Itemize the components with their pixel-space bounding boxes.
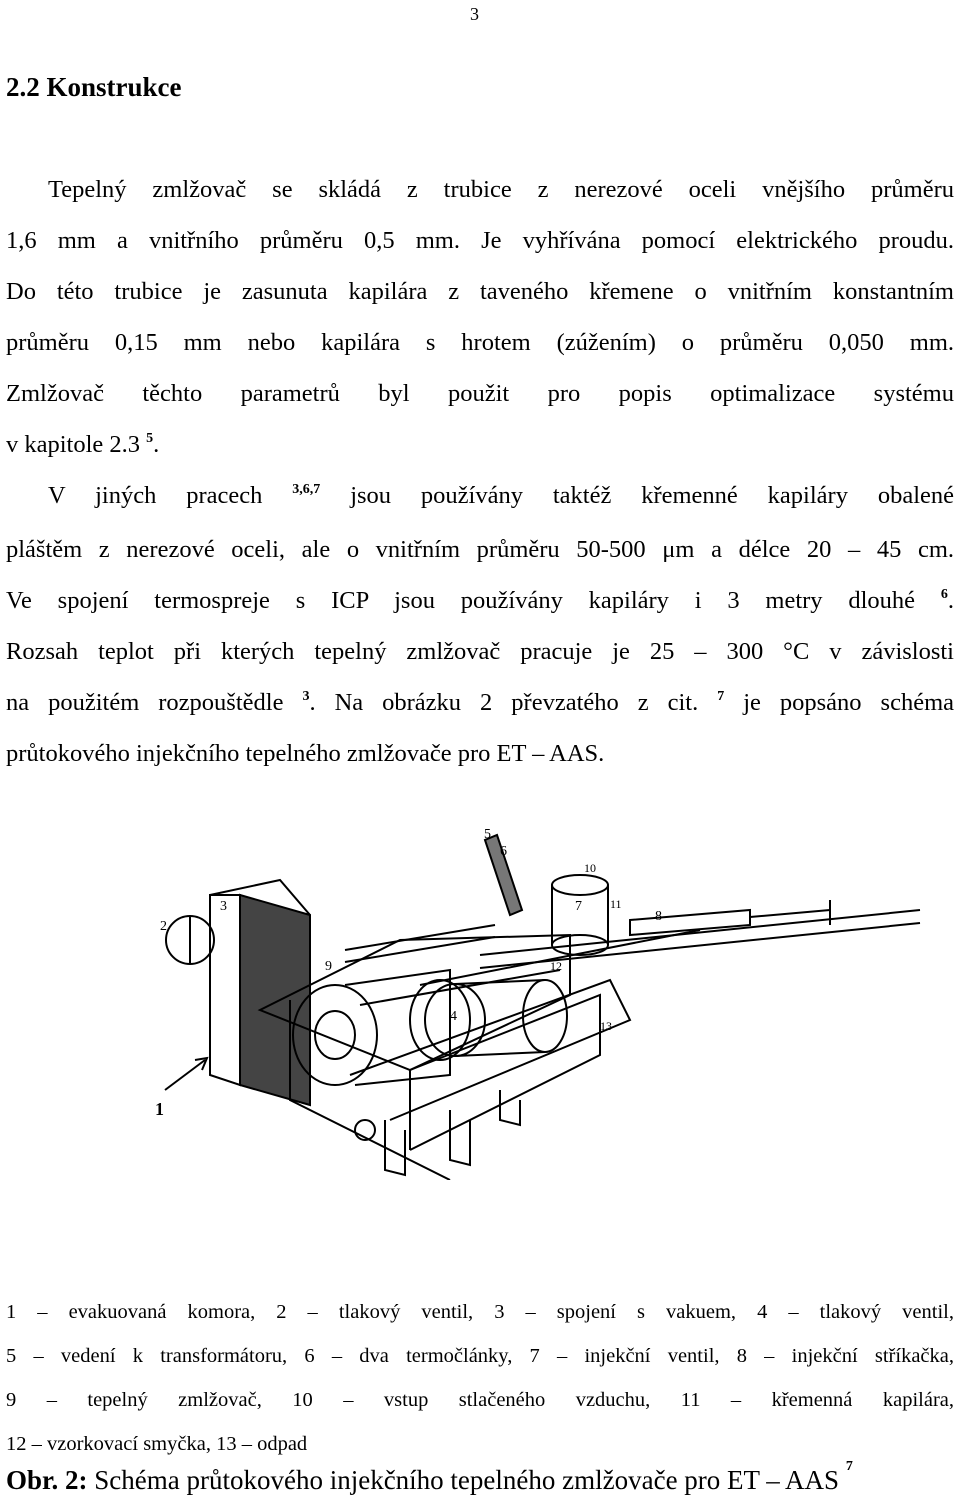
paragraph2-line2: pláštěm z nerezové oceli, ale o vnitřním průměru 50-500 μm a délce 20 – 45 cm. [6, 536, 954, 563]
paragraph1-line4: průměru 0,15 mm nebo kapilára s hrotem (zúžením) o průměru 0,050 mm. [6, 329, 954, 356]
page-number: 3 [470, 4, 479, 24]
label-7: 7 [575, 899, 582, 914]
caption-line1: 1 – evakuovaná komora, 2 – tlakový ventil, 3 – spojení s vakuem, 4 – tlakový ventil, [6, 1301, 954, 1323]
p2-l5b: . Na obrázku 2 převzatého z cit. [309, 689, 699, 716]
paragraph1-line5: Zmlžovač těchto parametrů byl použit pro popis optimalizace systému [6, 380, 954, 407]
caption-line4: 12 – vzorkovací smyčka, 13 – odpad [6, 1433, 308, 1455]
section-title: Konstrukce [46, 72, 182, 102]
paragraph2-line6: průtokového injekčního tepelného zmlžovače pro ET – AAS. [6, 740, 605, 767]
label-5: 5 [484, 827, 491, 842]
citation-7: 7 [717, 689, 725, 704]
paragraph2-line1 [48, 481, 954, 511]
label-9: 9 [325, 959, 332, 974]
citation-367: 3,6,7 [292, 482, 321, 497]
figure-label: Obr. 2: [6, 1465, 88, 1495]
paragraph1-line2: 1,6 mm a vnitřního průměru 0,5 mm. Je vyhřívána pomocí elektrického proudu. [6, 227, 954, 254]
p2-l5a: na použitém rozpouštědle [6, 689, 284, 716]
p2-l1b: jsou používány taktéž křemenné kapiláry obalené [350, 482, 955, 509]
label-3: 3 [220, 899, 227, 914]
caption-line3: 9 – tepelný zmlžovač, 10 – vstup stlačeného vzduchu, 11 – křemenná kapilára, [6, 1389, 954, 1411]
section-number: 2.2 [6, 72, 40, 102]
label-12: 12 [550, 959, 562, 973]
citation-3: 3 [302, 689, 310, 704]
paragraph2-line4: Rozsah teplot při kterých tepelný zmlžovač pracuje je 25 – 300 °C v závislosti [6, 638, 954, 665]
label-13: 13 [600, 1019, 612, 1033]
citation-6: 6 [940, 587, 948, 602]
p2-l1a: V jiných pracech [48, 482, 263, 509]
paragraph1-line6 [6, 430, 954, 460]
label-8: 8 [655, 909, 662, 924]
figure-title-text: Schéma průtokového injekčního tepelného zmlžovače pro ET – AAS [94, 1465, 840, 1495]
citation-5: 5 [146, 431, 154, 446]
paragraph1-line3: Do této trubice je zasunuta kapilára z taveného křemene o vnitřním konstantním [6, 278, 954, 305]
citation-7-title: 7 [845, 1459, 853, 1474]
p1-l6-text: v kapitole 2.3 [6, 431, 141, 458]
paragraph2-line3 [6, 586, 954, 616]
label-1: 1 [155, 1099, 164, 1119]
figure-title [6, 1459, 853, 1496]
paragraph2-line5 [6, 688, 954, 718]
paragraph1-line1: Tepelný zmlžovač se skládá z trubice z nerezové oceli vnějšího průměru [48, 176, 954, 203]
section-heading [6, 72, 182, 103]
label-10: 10 [584, 861, 596, 875]
caption-line2: 5 – vedení k transformátoru, 6 – dva termočlánky, 7 – injekční ventil, 8 – injekční stříkačka, [6, 1345, 954, 1367]
p2-l3-end: . [947, 587, 955, 614]
label-11: 11 [610, 897, 622, 911]
label-2: 2 [160, 919, 167, 934]
label-4: 4 [450, 1009, 457, 1024]
nebulizer-schematic [150, 820, 940, 1180]
label-6: 6 [500, 844, 507, 859]
p2-l5c: je popsáno schéma [743, 689, 955, 716]
p2-l3: Ve spojení termospreje s ICP jsou používány kapiláry i 3 metry dlouhé [6, 587, 916, 614]
p1-l6-end: . [153, 431, 160, 458]
